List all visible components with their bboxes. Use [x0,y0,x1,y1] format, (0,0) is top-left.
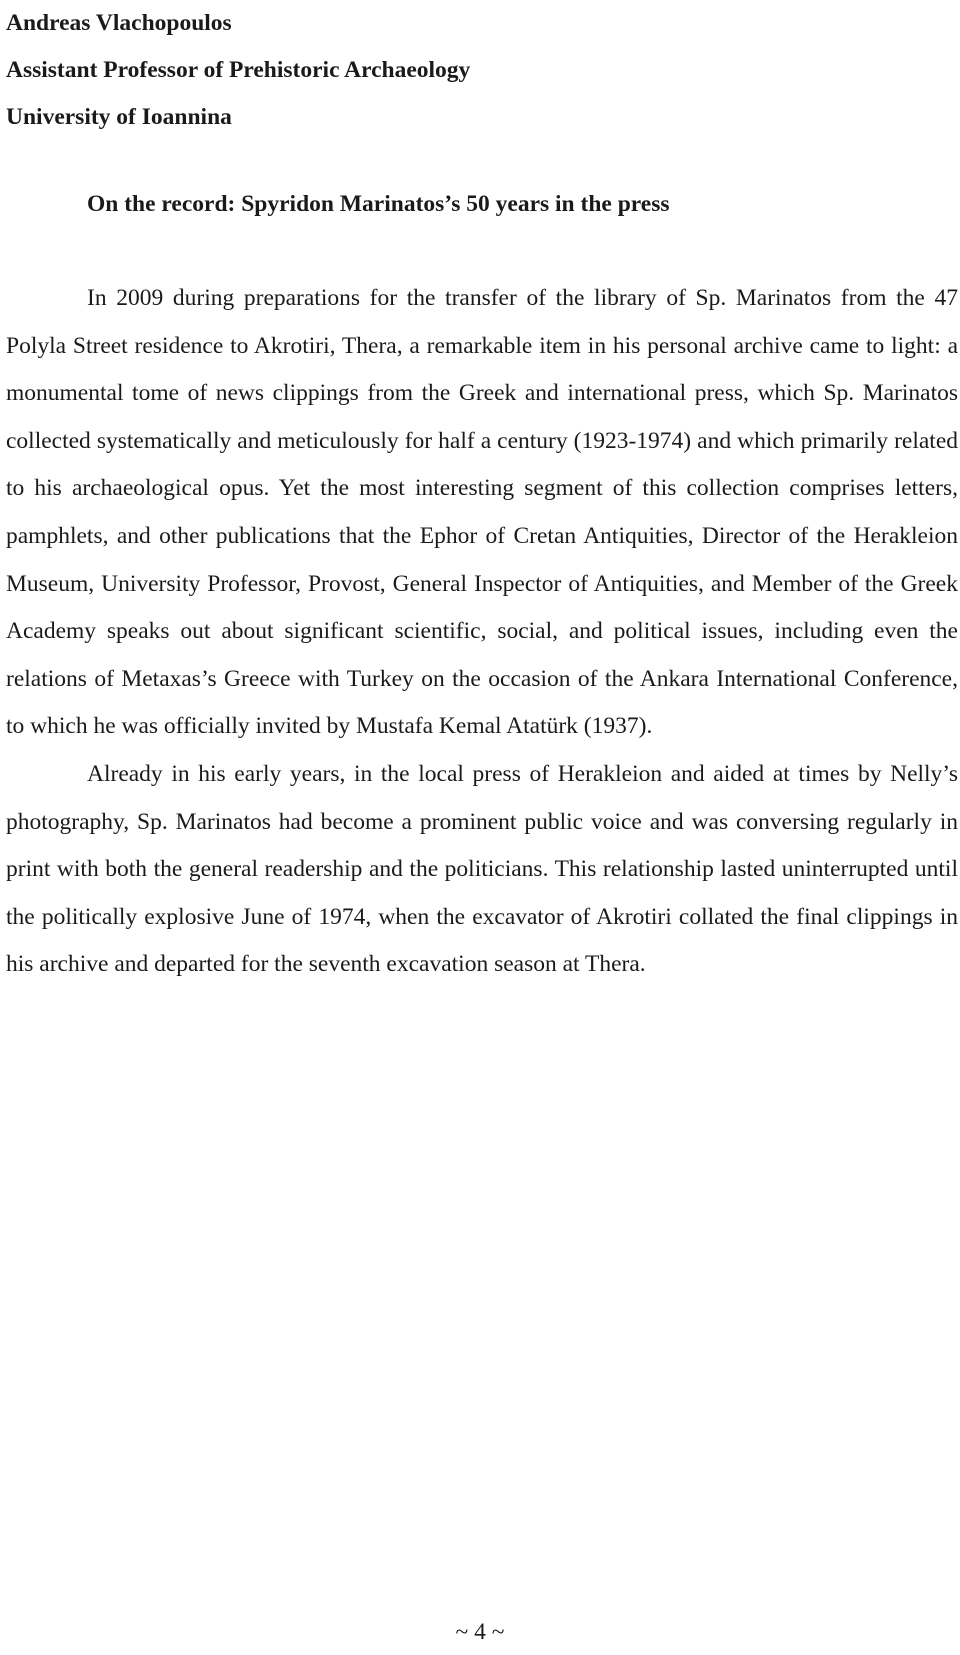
article-title: On the record: Spyridon Marinatos’s 50 years in the press [87,191,670,217]
article-body [6,275,958,989]
paragraph-2: Already in his early years, in the local press of Herakleion and aided at times by Nelly’s photography, Sp. Marinatos had become a prominent public voice and was conversing regularly in print with both the general readership and the politicians. This relationship lasted uninterrupted until the politically explosive June of 1974, when the excavator of Akrotiri collated the final clippings in his archive and departed for the seventh excavation season at Thera. [6,760,958,978]
paragraph-1: In 2009 during preparations for the transfer of the library of Sp. Marinatos from the 47 Polyla Street residence to Akrotiri, Thera, a remarkable item in his personal archive came to light: a monumental tome of news clippings from the Greek and international press, which Sp. Marinatos collected systematically and meticulously for half a century (1923-1974) and which primarily related to his archaeological opus. Yet the most interesting segment of this collection comprises letters, pamphlets, and other publications that the Ephor of Cretan Antiquities, Director of the Herakleion Museum, University Professor, Provost, General Inspector of Antiquities, and Member of the Greek Academy speaks out about significant scientific, social, and political issues, including even the relations of Metaxas’s Greece with Turkey on the occasion of the Ankara International Conference, to which he was officially invited by Mustafa Kemal Atatürk (1937). [6,285,958,740]
author-name: Andreas Vlachopoulos [6,10,232,36]
author-block [6,0,906,141]
author-institution: University of Ioannina [6,104,232,130]
author-position: Assistant Professor of Prehistoric Archaeology [6,57,471,83]
page-number: ~ 4 ~ [455,1619,505,1645]
